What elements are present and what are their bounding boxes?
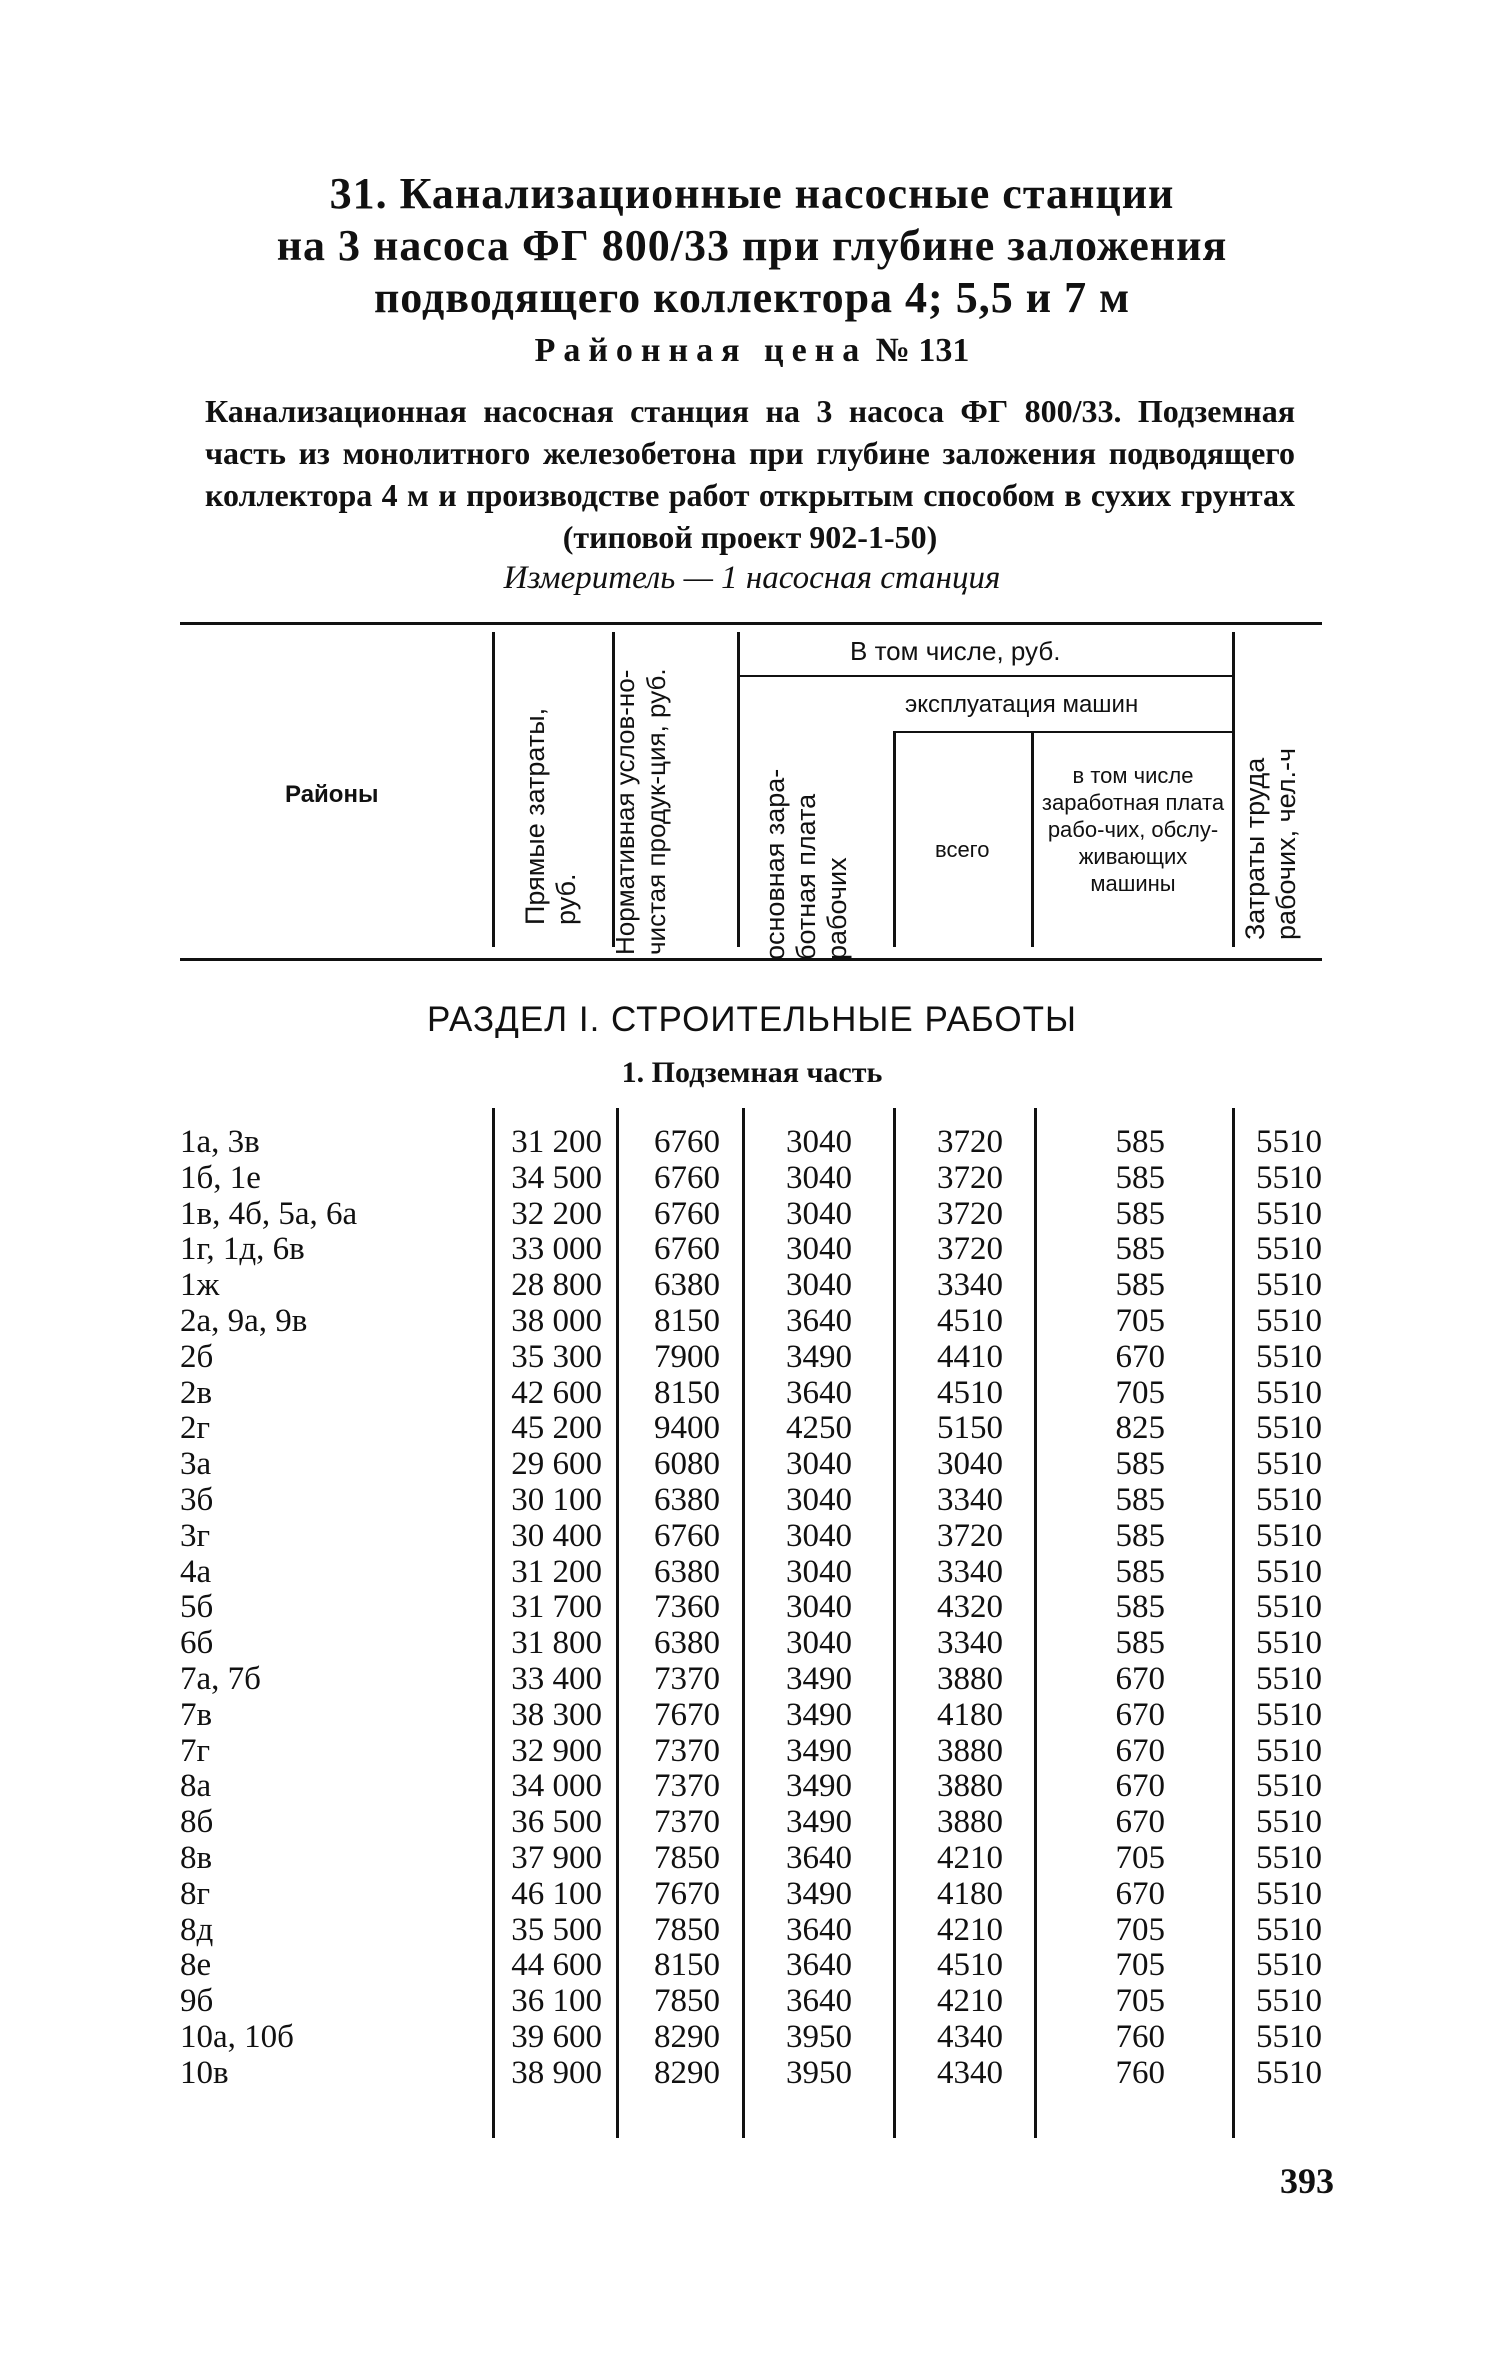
machines-total-cell: 4510 bbox=[937, 1374, 1003, 1411]
region-cell: 10а, 10б bbox=[180, 2018, 294, 2055]
machines-wage-cell: 825 bbox=[1115, 1410, 1165, 1447]
base-wage-cell: 4250 bbox=[786, 1410, 852, 1447]
machines-total-cell: 3880 bbox=[937, 1804, 1003, 1841]
normative-production-cell: 6760 bbox=[654, 1517, 720, 1554]
machines-total-cell: 3720 bbox=[937, 1124, 1003, 1160]
region-cell: 5б bbox=[180, 1589, 214, 1626]
labor-costs-cell: 5510 bbox=[1256, 1660, 1322, 1697]
machines-total-cell: 4210 bbox=[937, 1983, 1003, 2020]
region-cell: 8д bbox=[180, 1911, 214, 1948]
direct-costs-cell: 32 900 bbox=[511, 1732, 602, 1769]
header-including-wage: в том числе заработная плата рабо-чих, обслу-живающих машины bbox=[1041, 763, 1225, 896]
region-cell: 1а, 3в bbox=[180, 1124, 260, 1160]
labor-costs-cell: 5510 bbox=[1256, 1481, 1322, 1518]
title-line-3: подводящего коллектора 4; 5,5 и 7 м bbox=[373, 273, 1131, 322]
labor-costs-cell: 5510 bbox=[1256, 1911, 1322, 1948]
table-row bbox=[0, 1519, 1504, 1555]
direct-costs-cell: 44 600 bbox=[511, 1947, 602, 1984]
machines-wage-cell: 670 bbox=[1115, 1696, 1165, 1733]
machines-wage-cell: 705 bbox=[1115, 1911, 1165, 1948]
machines-total-cell: 3880 bbox=[937, 1660, 1003, 1697]
direct-costs-cell: 46 100 bbox=[511, 1875, 602, 1912]
direct-costs-cell: 45 200 bbox=[511, 1410, 602, 1447]
labor-costs-cell: 5510 bbox=[1256, 1804, 1322, 1841]
labor-costs-cell: 5510 bbox=[1256, 2018, 1322, 2055]
labor-costs-cell: 5510 bbox=[1256, 1267, 1322, 1304]
machines-wage-cell: 585 bbox=[1115, 1124, 1165, 1160]
base-wage-cell: 3640 bbox=[786, 1911, 852, 1948]
header-bottom-rule bbox=[180, 958, 1322, 961]
direct-costs-cell: 31 200 bbox=[511, 1124, 602, 1160]
direct-costs-cell: 33 000 bbox=[511, 1231, 602, 1268]
labor-costs-cell: 5510 bbox=[1256, 1159, 1322, 1196]
region-cell: 8а bbox=[180, 1768, 212, 1805]
machines-wage-cell: 585 bbox=[1115, 1159, 1165, 1196]
machines-wage-cell: 670 bbox=[1115, 1768, 1165, 1805]
base-wage-cell: 3950 bbox=[786, 2054, 852, 2091]
machines-total-cell: 4320 bbox=[937, 1589, 1003, 1626]
direct-costs-cell: 36 100 bbox=[511, 1983, 602, 2020]
region-cell: 7а, 7б bbox=[180, 1660, 261, 1697]
labor-costs-cell: 5510 bbox=[1256, 1124, 1322, 1160]
machines-total-cell: 4340 bbox=[937, 2054, 1003, 2091]
data-table-body bbox=[0, 1125, 1504, 2092]
machines-total-cell: 4210 bbox=[937, 1839, 1003, 1876]
normative-production-cell: 6380 bbox=[654, 1481, 720, 1518]
header-top-rule bbox=[180, 622, 1322, 625]
machines-total-cell: 4180 bbox=[937, 1696, 1003, 1733]
base-wage-cell: 3040 bbox=[786, 1267, 852, 1304]
direct-costs-cell: 34 000 bbox=[511, 1768, 602, 1805]
machines-total-cell: 5150 bbox=[937, 1410, 1003, 1447]
table-row bbox=[0, 1590, 1504, 1626]
labor-costs-cell: 5510 bbox=[1256, 1374, 1322, 1411]
base-wage-cell: 3040 bbox=[786, 1589, 852, 1626]
labor-costs-cell: 5510 bbox=[1256, 1195, 1322, 1232]
machines-wage-cell: 760 bbox=[1115, 2018, 1165, 2055]
title-line-2: на 3 насоса ФГ 800/33 при глубине заложения bbox=[276, 221, 1228, 270]
base-wage-cell: 3040 bbox=[786, 1231, 852, 1268]
region-cell: 3а bbox=[180, 1446, 212, 1483]
machines-wage-cell: 585 bbox=[1115, 1195, 1165, 1232]
labor-costs-cell: 5510 bbox=[1256, 1839, 1322, 1876]
table-row bbox=[0, 1805, 1504, 1841]
header-regions: Районы bbox=[285, 781, 379, 808]
machines-total-cell: 4180 bbox=[937, 1875, 1003, 1912]
labor-costs-cell: 5510 bbox=[1256, 1446, 1322, 1483]
header-machine-operation: эксплуатация машин bbox=[905, 691, 1139, 718]
table-row bbox=[0, 1161, 1504, 1197]
region-cell: 4а bbox=[180, 1553, 212, 1590]
normative-production-cell: 7850 bbox=[654, 1983, 720, 2020]
table-row bbox=[0, 1984, 1504, 2020]
region-cell: 1ж bbox=[180, 1267, 220, 1304]
machines-total-cell: 4510 bbox=[937, 1302, 1003, 1339]
normative-production-cell: 6760 bbox=[654, 1231, 720, 1268]
direct-costs-cell: 38 000 bbox=[511, 1302, 602, 1339]
base-wage-cell: 3040 bbox=[786, 1553, 852, 1590]
region-cell: 8в bbox=[180, 1839, 213, 1876]
machines-wage-cell: 670 bbox=[1115, 1732, 1165, 1769]
table-row bbox=[0, 1841, 1504, 1877]
direct-costs-cell: 34 500 bbox=[511, 1159, 602, 1196]
machines-wage-cell: 670 bbox=[1115, 1875, 1165, 1912]
machines-total-cell: 3040 bbox=[937, 1446, 1003, 1483]
machines-wage-cell: 670 bbox=[1115, 1338, 1165, 1375]
base-wage-cell: 3490 bbox=[786, 1696, 852, 1733]
labor-costs-cell: 5510 bbox=[1256, 1983, 1322, 2020]
direct-costs-cell: 35 300 bbox=[511, 1338, 602, 1375]
document-title bbox=[0, 168, 1504, 324]
header-divider-6 bbox=[1031, 733, 1034, 947]
machines-total-cell: 4510 bbox=[937, 1947, 1003, 1984]
table-row bbox=[0, 1626, 1504, 1662]
normative-production-cell: 8150 bbox=[654, 1302, 720, 1339]
base-wage-cell: 3040 bbox=[786, 1159, 852, 1196]
base-wage-cell: 3040 bbox=[786, 1625, 852, 1662]
table-row bbox=[0, 1483, 1504, 1519]
region-price bbox=[0, 332, 1504, 370]
direct-costs-cell: 30 400 bbox=[511, 1517, 602, 1554]
base-wage-cell: 3490 bbox=[786, 1660, 852, 1697]
direct-costs-cell: 30 100 bbox=[511, 1481, 602, 1518]
labor-costs-cell: 5510 bbox=[1256, 1231, 1322, 1268]
machines-total-cell: 4410 bbox=[937, 1338, 1003, 1375]
normative-production-cell: 6760 bbox=[654, 1159, 720, 1196]
machines-wage-cell: 585 bbox=[1115, 1267, 1165, 1304]
table-row bbox=[0, 1555, 1504, 1591]
normative-production-cell: 7360 bbox=[654, 1589, 720, 1626]
region-cell: 2б bbox=[180, 1338, 214, 1375]
header-including-rule bbox=[737, 675, 1232, 677]
subsection-title: 1. Подземная часть bbox=[621, 1056, 883, 1089]
machines-total-cell: 3340 bbox=[937, 1481, 1003, 1518]
table-row bbox=[0, 1232, 1504, 1268]
normative-production-cell: 7370 bbox=[654, 1768, 720, 1805]
machines-wage-cell: 670 bbox=[1115, 1660, 1165, 1697]
machines-wage-cell: 585 bbox=[1115, 1481, 1165, 1518]
machines-wage-cell: 585 bbox=[1115, 1589, 1165, 1626]
machines-total-cell: 3720 bbox=[937, 1517, 1003, 1554]
normative-production-cell: 8290 bbox=[654, 2018, 720, 2055]
region-price-number: № 131 bbox=[875, 332, 970, 369]
header-divider-1 bbox=[492, 632, 495, 947]
machines-wage-cell: 705 bbox=[1115, 1947, 1165, 1984]
measure: Измеритель — 1 насосная станция bbox=[503, 560, 1001, 596]
region-cell: 9б bbox=[180, 1983, 214, 2020]
machines-wage-cell: 705 bbox=[1115, 1983, 1165, 2020]
header-machines-rule bbox=[893, 731, 1232, 733]
direct-costs-cell: 42 600 bbox=[511, 1374, 602, 1411]
header-divider-5 bbox=[893, 733, 896, 947]
table-row bbox=[0, 1340, 1504, 1376]
base-wage-cell: 3490 bbox=[786, 1732, 852, 1769]
machines-wage-cell: 670 bbox=[1115, 1804, 1165, 1841]
labor-costs-cell: 5510 bbox=[1256, 1338, 1322, 1375]
region-cell: 2в bbox=[180, 1374, 213, 1411]
normative-production-cell: 8290 bbox=[654, 2054, 720, 2091]
region-cell: 7в bbox=[180, 1696, 213, 1733]
direct-costs-cell: 31 200 bbox=[511, 1553, 602, 1590]
machines-wage-cell: 705 bbox=[1115, 1839, 1165, 1876]
direct-costs-cell: 32 200 bbox=[511, 1195, 602, 1232]
normative-production-cell: 6380 bbox=[654, 1625, 720, 1662]
machines-total-cell: 3340 bbox=[937, 1625, 1003, 1662]
labor-costs-cell: 5510 bbox=[1256, 1768, 1322, 1805]
machines-total-cell: 3720 bbox=[937, 1195, 1003, 1232]
table-row bbox=[0, 1662, 1504, 1698]
header-direct-costs: Прямые затраты, руб. bbox=[520, 707, 581, 925]
header-normative-production: Нормативная услов-но-чистая продук-ция, руб. bbox=[610, 668, 671, 955]
labor-costs-cell: 5510 bbox=[1256, 1947, 1322, 1984]
base-wage-cell: 3040 bbox=[786, 1195, 852, 1232]
table-row bbox=[0, 2056, 1504, 2092]
table-row bbox=[0, 1948, 1504, 1984]
machines-wage-cell: 585 bbox=[1115, 1517, 1165, 1554]
base-wage-cell: 3490 bbox=[786, 1804, 852, 1841]
section-title: РАЗДЕЛ I. СТРОИТЕЛЬНЫЕ РАБОТЫ bbox=[427, 1000, 1077, 1039]
machines-wage-cell: 585 bbox=[1115, 1553, 1165, 1590]
machines-total-cell: 3720 bbox=[937, 1231, 1003, 1268]
region-cell: 8г bbox=[180, 1875, 211, 1912]
base-wage-cell: 3040 bbox=[786, 1517, 852, 1554]
header-including: В том числе, руб. bbox=[850, 636, 1061, 666]
machines-wage-cell: 705 bbox=[1115, 1302, 1165, 1339]
region-cell: 10в bbox=[180, 2054, 229, 2091]
machines-total-cell: 4340 bbox=[937, 2018, 1003, 2055]
direct-costs-cell: 36 500 bbox=[511, 1804, 602, 1841]
region-cell: 2г bbox=[180, 1410, 211, 1447]
base-wage-cell: 3640 bbox=[786, 1839, 852, 1876]
machines-wage-cell: 585 bbox=[1115, 1446, 1165, 1483]
direct-costs-cell: 29 600 bbox=[511, 1446, 602, 1483]
machines-total-cell: 3880 bbox=[937, 1732, 1003, 1769]
base-wage-cell: 3040 bbox=[786, 1481, 852, 1518]
table-row bbox=[0, 1447, 1504, 1483]
table-row bbox=[0, 1411, 1504, 1447]
header-total: всего bbox=[935, 837, 990, 862]
region-cell: 7г bbox=[180, 1732, 211, 1769]
labor-costs-cell: 5510 bbox=[1256, 1517, 1322, 1554]
machines-wage-cell: 760 bbox=[1115, 2054, 1165, 2091]
direct-costs-cell: 33 400 bbox=[511, 1660, 602, 1697]
table-row bbox=[0, 1268, 1504, 1304]
base-wage-cell: 3640 bbox=[786, 1374, 852, 1411]
normative-production-cell: 7370 bbox=[654, 1660, 720, 1697]
labor-costs-cell: 5510 bbox=[1256, 1732, 1322, 1769]
header-divider-4 bbox=[1232, 632, 1235, 947]
region-cell: 8б bbox=[180, 1804, 214, 1841]
normative-production-cell: 7370 bbox=[654, 1732, 720, 1769]
base-wage-cell: 3490 bbox=[786, 1338, 852, 1375]
normative-production-cell: 6760 bbox=[654, 1195, 720, 1232]
normative-production-cell: 7900 bbox=[654, 1338, 720, 1375]
table-row bbox=[0, 2020, 1504, 2056]
table-row bbox=[0, 1304, 1504, 1340]
table-row bbox=[0, 1913, 1504, 1949]
machines-wage-cell: 705 bbox=[1115, 1374, 1165, 1411]
labor-costs-cell: 5510 bbox=[1256, 1302, 1322, 1339]
base-wage-cell: 3640 bbox=[786, 1302, 852, 1339]
region-cell: 3г bbox=[180, 1517, 211, 1554]
header-labor-costs: Затраты труда рабочих, чел.-ч bbox=[1240, 747, 1301, 940]
base-wage-cell: 3040 bbox=[786, 1446, 852, 1483]
normative-production-cell: 7850 bbox=[654, 1911, 720, 1948]
region-cell: 1б, 1е bbox=[180, 1159, 261, 1196]
normative-production-cell: 8150 bbox=[654, 1374, 720, 1411]
direct-costs-cell: 35 500 bbox=[511, 1911, 602, 1948]
description: Канализационная насосная станция на 3 насоса ФГ 800/33. Подземная часть из монолитного железобетона при глубине заложения подводящего коллектора 4 м и производстве работ открытым способом в сухих грунтах (типовой проект 902-1-50) bbox=[205, 393, 1295, 555]
base-wage-cell: 3490 bbox=[786, 1768, 852, 1805]
labor-costs-cell: 5510 bbox=[1256, 1625, 1322, 1662]
table-row bbox=[0, 1769, 1504, 1805]
region-cell: 2а, 9а, 9в bbox=[180, 1302, 308, 1339]
title-line-1: 31. Канализационные насосные станции bbox=[329, 169, 1175, 218]
normative-production-cell: 6380 bbox=[654, 1553, 720, 1590]
normative-production-cell: 7670 bbox=[654, 1696, 720, 1733]
region-cell: 3б bbox=[180, 1481, 214, 1518]
machines-total-cell: 3720 bbox=[937, 1159, 1003, 1196]
table-row bbox=[0, 1376, 1504, 1412]
direct-costs-cell: 31 700 bbox=[511, 1589, 602, 1626]
labor-costs-cell: 5510 bbox=[1256, 1589, 1322, 1626]
header-divider-3 bbox=[737, 632, 740, 947]
table-row bbox=[0, 1877, 1504, 1913]
direct-costs-cell: 37 900 bbox=[511, 1839, 602, 1876]
table-row bbox=[0, 1698, 1504, 1734]
base-wage-cell: 3640 bbox=[786, 1983, 852, 2020]
base-wage-cell: 3950 bbox=[786, 2018, 852, 2055]
base-wage-cell: 3490 bbox=[786, 1875, 852, 1912]
labor-costs-cell: 5510 bbox=[1256, 1875, 1322, 1912]
normative-production-cell: 7850 bbox=[654, 1839, 720, 1876]
direct-costs-cell: 39 600 bbox=[511, 2018, 602, 2055]
labor-costs-cell: 5510 bbox=[1256, 1410, 1322, 1447]
machines-total-cell: 3340 bbox=[937, 1553, 1003, 1590]
labor-costs-cell: 5510 bbox=[1256, 1553, 1322, 1590]
region-cell: 1в, 4б, 5а, 6а bbox=[180, 1195, 358, 1232]
header-base-wage: основная зара-ботная плата рабочих bbox=[760, 768, 852, 960]
base-wage-cell: 3640 bbox=[786, 1947, 852, 1984]
machines-total-cell: 3340 bbox=[937, 1267, 1003, 1304]
region-cell: 8е bbox=[180, 1947, 212, 1984]
normative-production-cell: 8150 bbox=[654, 1947, 720, 1984]
direct-costs-cell: 28 800 bbox=[511, 1267, 602, 1304]
direct-costs-cell: 38 900 bbox=[511, 2054, 602, 2091]
labor-costs-cell: 5510 bbox=[1256, 2054, 1322, 2091]
normative-production-cell: 6380 bbox=[654, 1267, 720, 1304]
machines-wage-cell: 585 bbox=[1115, 1625, 1165, 1662]
page-number: 393 bbox=[1280, 2161, 1334, 2201]
table-row bbox=[0, 1125, 1504, 1161]
machines-wage-cell: 585 bbox=[1115, 1231, 1165, 1268]
machines-total-cell: 3880 bbox=[937, 1768, 1003, 1805]
normative-production-cell: 7670 bbox=[654, 1875, 720, 1912]
region-price-label: Районная цена bbox=[534, 332, 868, 369]
region-cell: 6б bbox=[180, 1625, 214, 1662]
table-row bbox=[0, 1197, 1504, 1233]
machines-total-cell: 4210 bbox=[937, 1911, 1003, 1948]
direct-costs-cell: 38 300 bbox=[511, 1696, 602, 1733]
region-cell: 1г, 1д, 6в bbox=[180, 1231, 305, 1268]
labor-costs-cell: 5510 bbox=[1256, 1696, 1322, 1733]
base-wage-cell: 3040 bbox=[786, 1124, 852, 1160]
normative-production-cell: 6080 bbox=[654, 1446, 720, 1483]
normative-production-cell: 9400 bbox=[654, 1410, 720, 1447]
normative-production-cell: 7370 bbox=[654, 1804, 720, 1841]
normative-production-cell: 6760 bbox=[654, 1124, 720, 1160]
direct-costs-cell: 31 800 bbox=[511, 1625, 602, 1662]
table-row bbox=[0, 1734, 1504, 1770]
